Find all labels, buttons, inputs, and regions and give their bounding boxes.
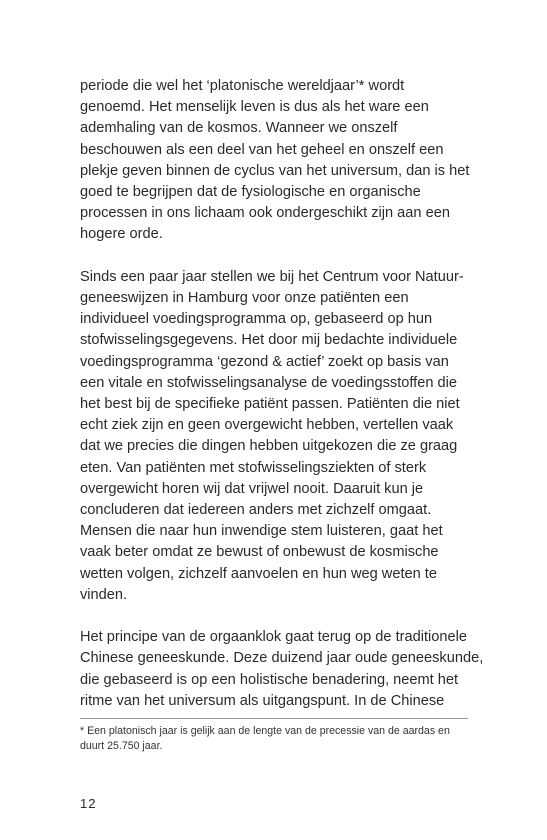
text-line: Mensen die naar hun inwendige stem luisteren, gaat het: [80, 523, 443, 540]
footnote-line: duurt 25.750 jaar.: [80, 739, 163, 752]
footnote: [80, 724, 480, 754]
text-line: Chinese geneeskunde. Deze duizend jaar oude geneeskunde,: [80, 650, 484, 667]
text-line: voedingsprogramma ‘gezond & actief’ zoekt op basis van: [80, 353, 449, 370]
text-line: vaak beter omdat ze bewust of onbewust de kosmische: [80, 544, 439, 561]
body-text: [80, 76, 484, 712]
page-number: 12: [80, 796, 97, 811]
text-line: dat we precies die dingen hebben uitgekozen die ze graag: [80, 438, 458, 455]
paragraph-3: [80, 627, 484, 712]
paragraph-spacer: [80, 606, 480, 627]
text-line: eten. Van patiënten met stofwisselingsziekten of sterk: [80, 459, 427, 476]
text-line: overgewicht horen wij dat vrijwel nooit. Daaruit kun je: [80, 480, 424, 497]
text-line: individueel voedingsprogramma op, gebaseerd op hun: [80, 311, 433, 328]
footnote-line: * Een platonisch jaar is gelijk aan de lengte van de precessie van de aardas en: [80, 725, 450, 737]
text-line: echt ziek zijn en geen overgewicht hebben, vertellen vaak: [80, 417, 454, 434]
text-line: beschouwen als een deel van het geheel en onszelf een: [80, 141, 444, 158]
text-line: hogere orde.: [80, 226, 163, 243]
text-line: Sinds een paar jaar stellen we bij het Centrum voor Natuur-: [80, 268, 464, 285]
text-line: stofwisselingsgegevens. Het door mij bedachte individuele: [80, 332, 458, 349]
text-line: Het principe van de orgaanklok gaat terug op de traditionele: [80, 629, 467, 646]
text-line: het best bij de specifieke patiënt passen. Patiënten die niet: [80, 396, 460, 413]
text-line: geneeswijzen in Hamburg voor onze patiënten een: [80, 290, 409, 307]
text-line: periode die wel het ‘platonische wereldjaar’* wordt: [80, 78, 405, 94]
paragraph-2: [80, 267, 480, 606]
text-line: genoemd. Het menselijk leven is dus als het ware een: [80, 99, 429, 116]
text-line: ademhaling van de kosmos. Wanneer we onszelf: [80, 120, 398, 137]
text-line: die gebaseerd is op een holistische benadering, neemt het: [80, 671, 459, 688]
paragraph-1: [80, 76, 480, 246]
text-line: ritme van het universum als uitgangspunt. In de Chinese: [80, 692, 445, 709]
text-line: plekje geven binnen de cyclus van het universum, dan is het: [80, 162, 470, 179]
text-line: wetten volgen, zichzelf aanvoelen en hun weg weten te: [80, 565, 437, 582]
text-line: processen in ons lichaam ook ondergeschikt zijn aan een: [80, 205, 450, 222]
paragraph-spacer: [80, 246, 480, 267]
text-line: goed te begrijpen dat de fysiologische en organische: [80, 184, 421, 201]
footnote-divider: [80, 718, 468, 719]
text-line: een vitale en stofwisselingsanalyse de voedingsstoffen die: [80, 374, 457, 391]
text-line: concluderen dat iedereen anders met zichzelf omgaat.: [80, 502, 432, 519]
text-line: vinden.: [80, 586, 128, 603]
